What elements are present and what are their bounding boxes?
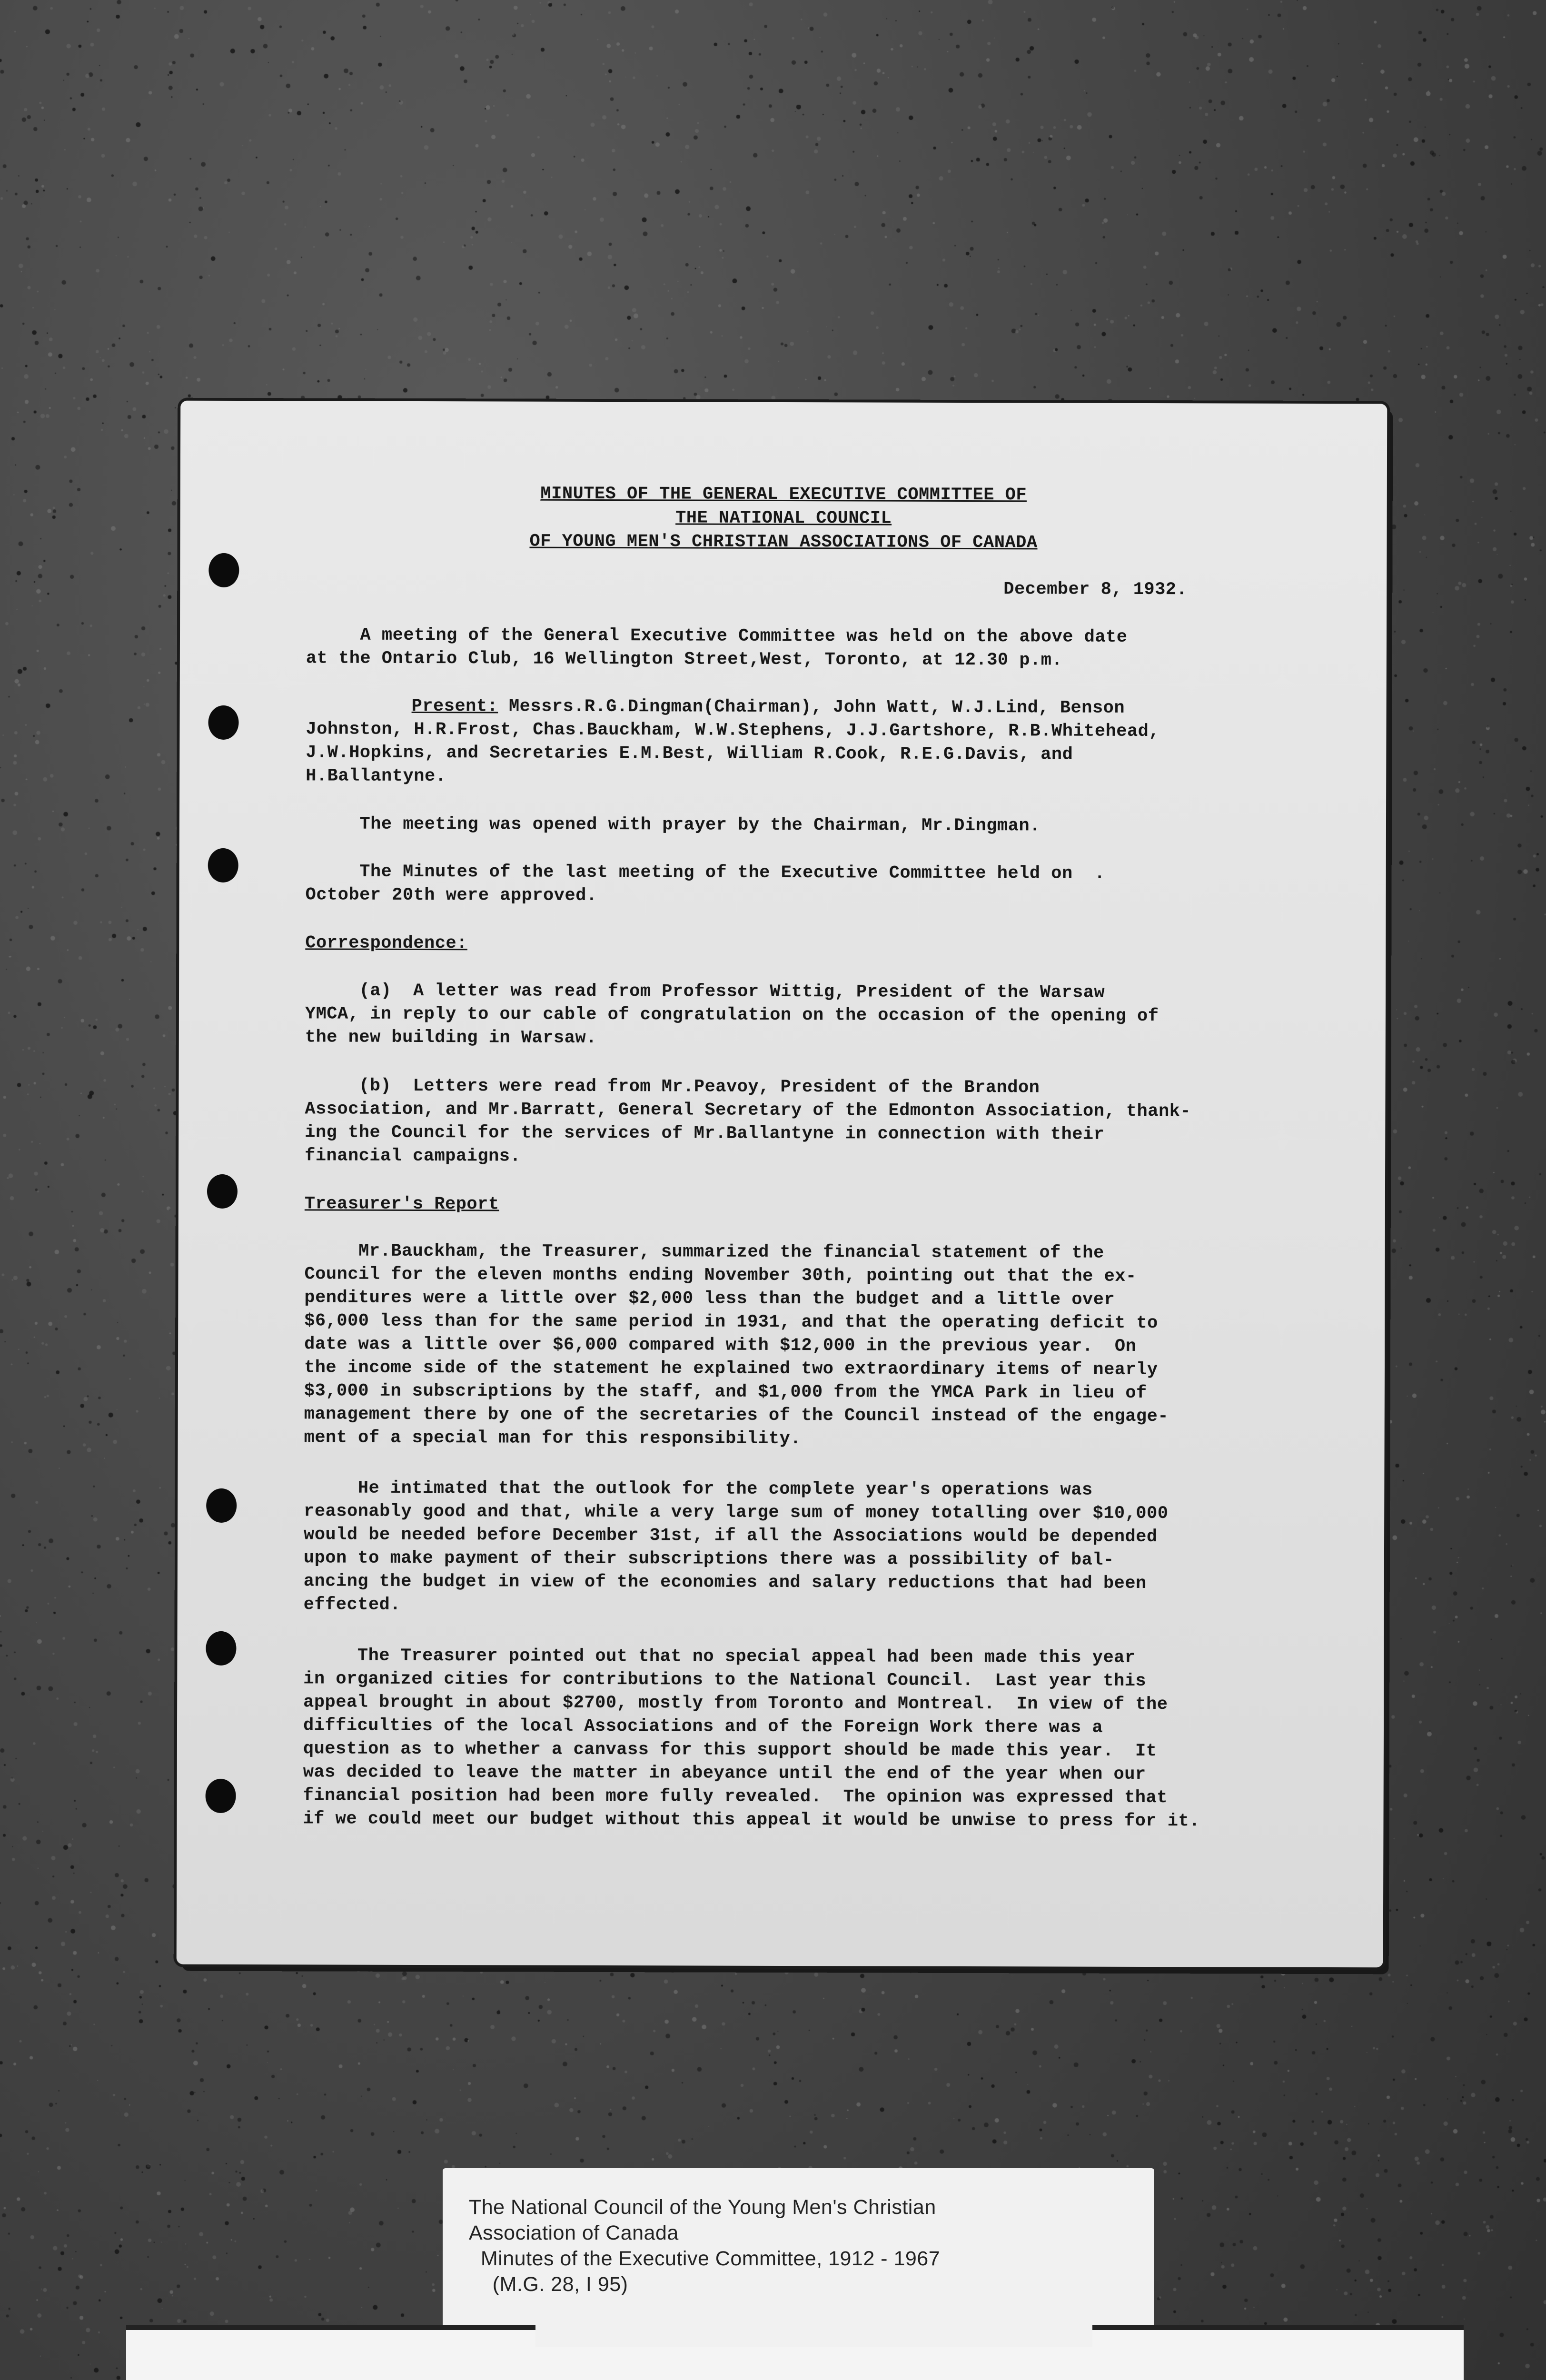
title-line-2: THE NATIONAL COUNCIL (675, 508, 892, 529)
correspondence-heading: Correspondence: (305, 933, 467, 954)
punch-hole (206, 1631, 236, 1666)
prayer-paragraph: The meeting was opened with prayer by the Chairman, Mr.Dingman. (305, 814, 1041, 836)
minutes-page (177, 401, 1387, 1968)
punch-hole (206, 1779, 236, 1813)
punch-hole (208, 848, 238, 883)
correspondence-b: (b) Letters were read from Mr.Peavoy, President of the Brandon Association, and Mr.Barratt, General Secretary of the Edmonton Association, thank- ing the Council for the services of Mr.Ballantyne in connection with their financial campaigns. (305, 1076, 1191, 1167)
treasurer-paragraph-1: Mr.Bauckham, the Treasurer, summarized the financial statement of the Council for the eleven months ending November 30th, pointing out that the ex- penditures were a little over $2,000 less than the budget and a little over $6,000 less than for the same period in 1931, and that the operating deficit to date was a little over $6,000 compared with $12,000 in the previous year. On the income side of the statement he explained two extraordinary items of nearly $3,000 in subscriptions by the staff, and $1,000 from the YMCA Park in lieu of management there by one of the secretaries of the Council instead of the engage- ment of a special man for this responsibility. (304, 1241, 1169, 1449)
punch-hole (206, 1488, 237, 1523)
intro-paragraph: A meeting of the General Executive Committee was held on the above date at the Ontario Club, 16 Wellington Street,West, Toronto, at 12.30 p.m. (306, 625, 1128, 671)
correspondence-a: (a) A letter was read from Professor Wittig, President of the Warsaw YMCA, in reply to our cable of congratulation on the occasion of the opening of the new building in Warsaw. (305, 981, 1159, 1048)
title-line-3: OF YOUNG MEN'S CHRISTIAN ASSOCIATIONS OF CANADA (529, 531, 1038, 553)
punch-hole (208, 553, 239, 587)
punch-hole (207, 1174, 238, 1209)
archive-card-notch (535, 2313, 1092, 2347)
meeting-date: December 8, 1932. (1003, 579, 1188, 600)
punch-hole (208, 705, 238, 740)
present-label: Present: (411, 696, 498, 717)
present-paragraph (306, 694, 1160, 790)
minutes-approved-paragraph: The Minutes of the last meeting of the Executive Committee held on . October 20th were approved. (305, 862, 1105, 906)
caption-text: The National Council of the Young Men's Christian Association of Canada Minutes of the Executive Committee, 1912 - 1967 (M.G. 28, I 95) (469, 2196, 941, 2296)
title-line-1: MINUTES OF THE GENERAL EXECUTIVE COMMITTEE OF (540, 484, 1027, 506)
treasurer-paragraph-3: The Treasurer pointed out that no special appeal had been made this year in organized cities for contributions to the National Council. Last year this appeal brought in about $2700, mostly from Toronto and Montreal. In view of the difficulties of the local Associations and of the Foreign Work there was a question as to whether a canvass for this support should be made this year. It was decided to leave the matter in abeyance until the end of the year when our financial position had been more fully revealed. The opinion was expressed that if we could meet our budget without this appeal it would be unwise to press for it. (303, 1646, 1200, 1832)
present-text: Messrs.R.G.Dingman(Chairman), John Watt, W.J.Lind, Benson Johnston, H.R.Frost, Chas.Bauckham, W.W.Stephens, J.J.Gartshore, R.B.Whitehead, J.W.Hopkins, and Secretaries E.M.Best, William R.Cook, R.E.G.Davis, and H.Ballantyne. (306, 696, 1160, 787)
treasurer-paragraph-2: He intimated that the outlook for the complete year's operations was reasonably good and that, while a very large sum of money totalling over $10,000 would be needed before December 31st, if all the Associations would be depended upon to make payment of their subscriptions there was a possibility of bal- ancing the budget in view of the economies and salary reductions that had been effected. (303, 1478, 1169, 1615)
treasurer-heading: Treasurer's Report (304, 1194, 499, 1215)
